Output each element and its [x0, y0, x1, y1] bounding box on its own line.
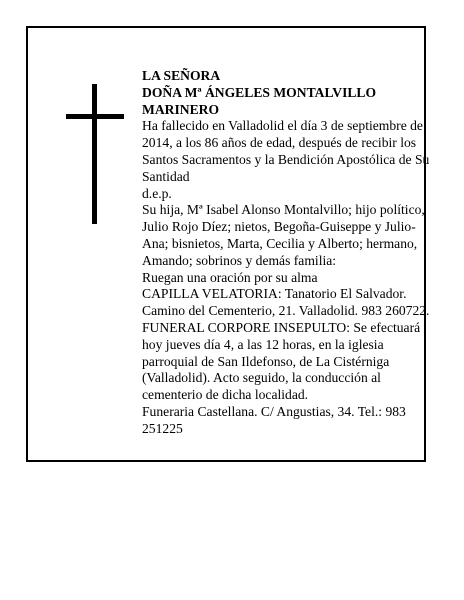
funeral-home-info: Funeraria Castellana. C/ Angustias, 34. Tel.: 983 251225: [142, 403, 406, 436]
prayer-request: Ruegan una oración por su alma: [142, 269, 318, 285]
death-announcement: Ha fallecido en Valladolid el día 3 de septiembre de 2014, a los 86 años de edad, después de recibir los Santos Sacramentos y la Bendición Apostólica de Su Santidad: [142, 118, 430, 184]
family-list: Su hija, Mª Isabel Alonso Montalvillo; hijo político, Julio Rojo Díez; nietos, Begoña-Guiseppe y Julio-Ana; bisnietos, Marta, Cecilia y Alberto; hermano, Amando; sobrinos y demás familia:: [142, 202, 425, 268]
notice-title-line1: LA SEÑORA: [142, 68, 221, 83]
chapel-info: CAPILLA VELATORIA: Tanatorio El Salvador. Camino del Cementerio, 21. Valladolid. 983 260722.: [142, 286, 430, 319]
cross-vertical-bar: [92, 84, 97, 224]
deceased-name: DOÑA Mª ÁNGELES MONTALVILLO MARINERO: [142, 84, 377, 117]
obituary-notice: [26, 26, 430, 462]
cross-horizontal-bar: [66, 114, 124, 119]
notice-content: [142, 68, 442, 438]
rip-abbreviation: d.e.p.: [142, 185, 172, 201]
funeral-info: FUNERAL CORPORE INSEPULTO: Se efectuará hoy jueves día 4, a las 12 horas, en la iglesia parroquial de San Ildefonso, de La Cistérniga (Valladolid). Acto seguido, la conducción al cementerio de dicha localidad.: [142, 319, 421, 403]
